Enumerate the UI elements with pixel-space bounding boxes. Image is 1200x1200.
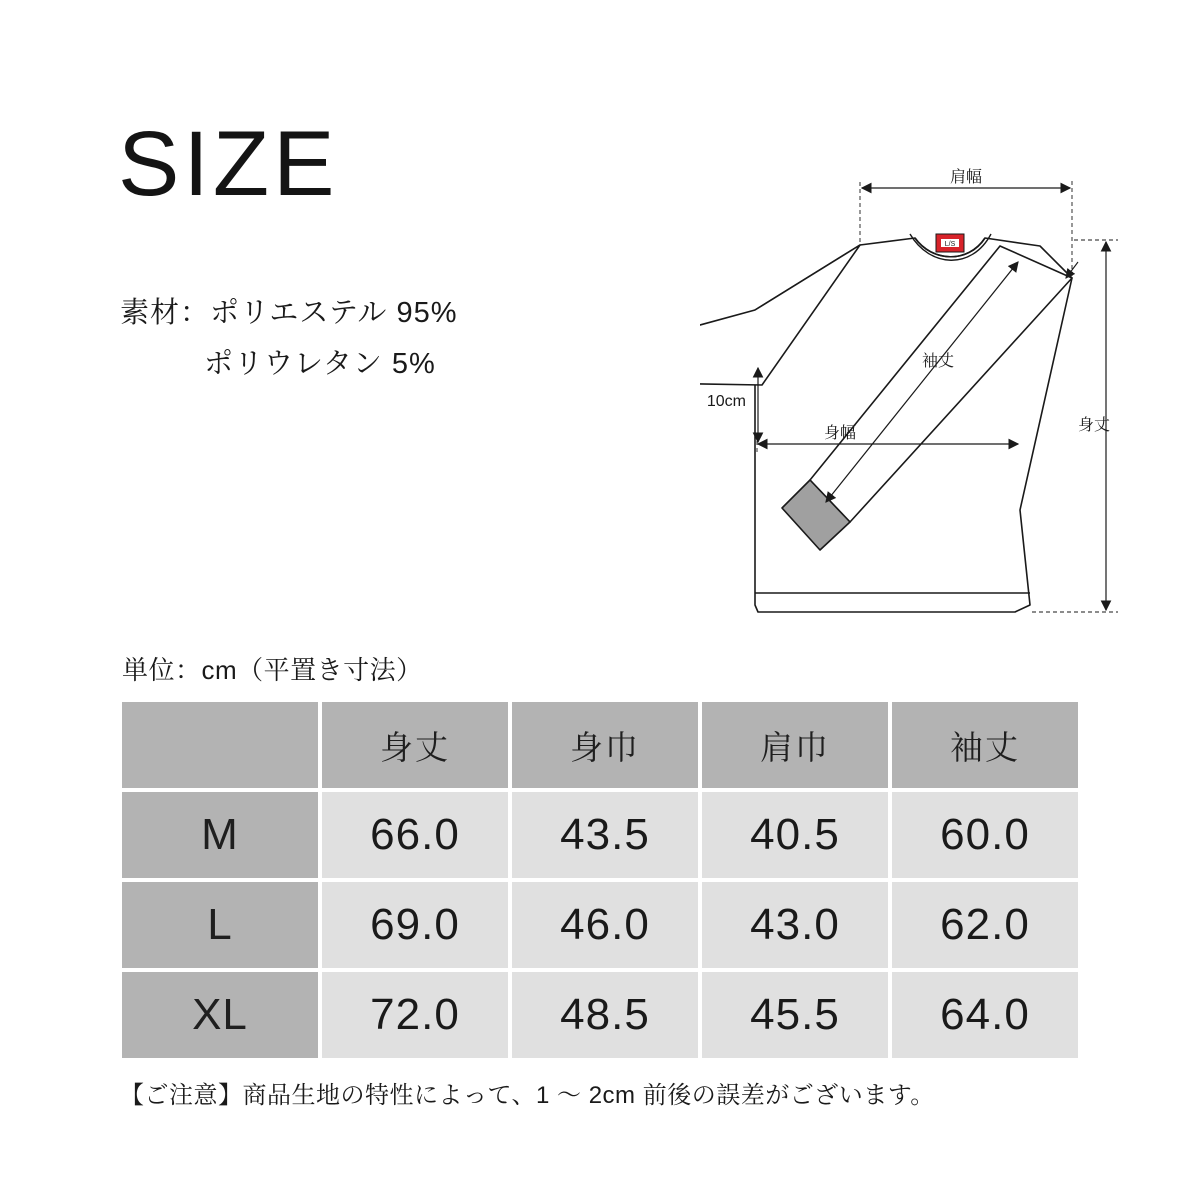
- cell-m-shoulder-width: 40.5: [702, 792, 888, 878]
- table-row: [122, 882, 1078, 968]
- row-header-size-l: L: [122, 882, 318, 968]
- page-title: SIZE: [118, 113, 339, 215]
- material-info: [120, 288, 458, 390]
- svg-text:L/S: L/S: [944, 241, 956, 248]
- column-header-sleeve-length: 袖丈: [892, 702, 1078, 788]
- table-row: [122, 972, 1078, 1058]
- cell-xl-body-width: 48.5: [512, 972, 698, 1058]
- label-10cm: 10cm: [706, 393, 746, 410]
- cell-l-shoulder-width: 43.0: [702, 882, 888, 968]
- label-body-width: 身幅: [823, 425, 857, 442]
- label-shoulder: 肩幅: [949, 169, 983, 186]
- brand-tag-icon: [936, 234, 964, 252]
- table-header-row: [122, 702, 1078, 788]
- cell-xl-shoulder-width: 45.5: [702, 972, 888, 1058]
- cell-l-body-width: 46.0: [512, 882, 698, 968]
- column-header-shoulder-width: 肩巾: [702, 702, 888, 788]
- label-sleeve-length: 袖丈: [921, 353, 955, 370]
- cell-xl-body-length: 72.0: [322, 972, 508, 1058]
- unit-note: 単位：cm（平置き寸法）: [122, 655, 423, 685]
- column-header-body-width: 身巾: [512, 702, 698, 788]
- cell-l-body-length: 69.0: [322, 882, 508, 968]
- size-table: [118, 698, 1082, 1062]
- row-header-size-xl: XL: [122, 972, 318, 1058]
- column-header-body-length: 身丈: [322, 702, 508, 788]
- row-header-size-m: M: [122, 792, 318, 878]
- table-corner-cell: [122, 702, 318, 788]
- cell-xl-sleeve-length: 64.0: [892, 972, 1078, 1058]
- table-row: [122, 792, 1078, 878]
- cell-l-sleeve-length: 62.0: [892, 882, 1078, 968]
- material-line-1: 素材：ポリエステル 95%: [120, 297, 458, 329]
- cell-m-sleeve-length: 60.0: [892, 792, 1078, 878]
- cell-m-body-length: 66.0: [322, 792, 508, 878]
- cell-m-body-width: 43.5: [512, 792, 698, 878]
- label-body-length: 身丈: [1077, 417, 1111, 434]
- material-line-2: ポリウレタン 5%: [204, 347, 436, 380]
- footnote-disclaimer: 【ご注意】商品生地の特性によって、1 〜 2cm 前後の誤差がございます。: [120, 1082, 935, 1109]
- garment-diagram: [700, 150, 1120, 650]
